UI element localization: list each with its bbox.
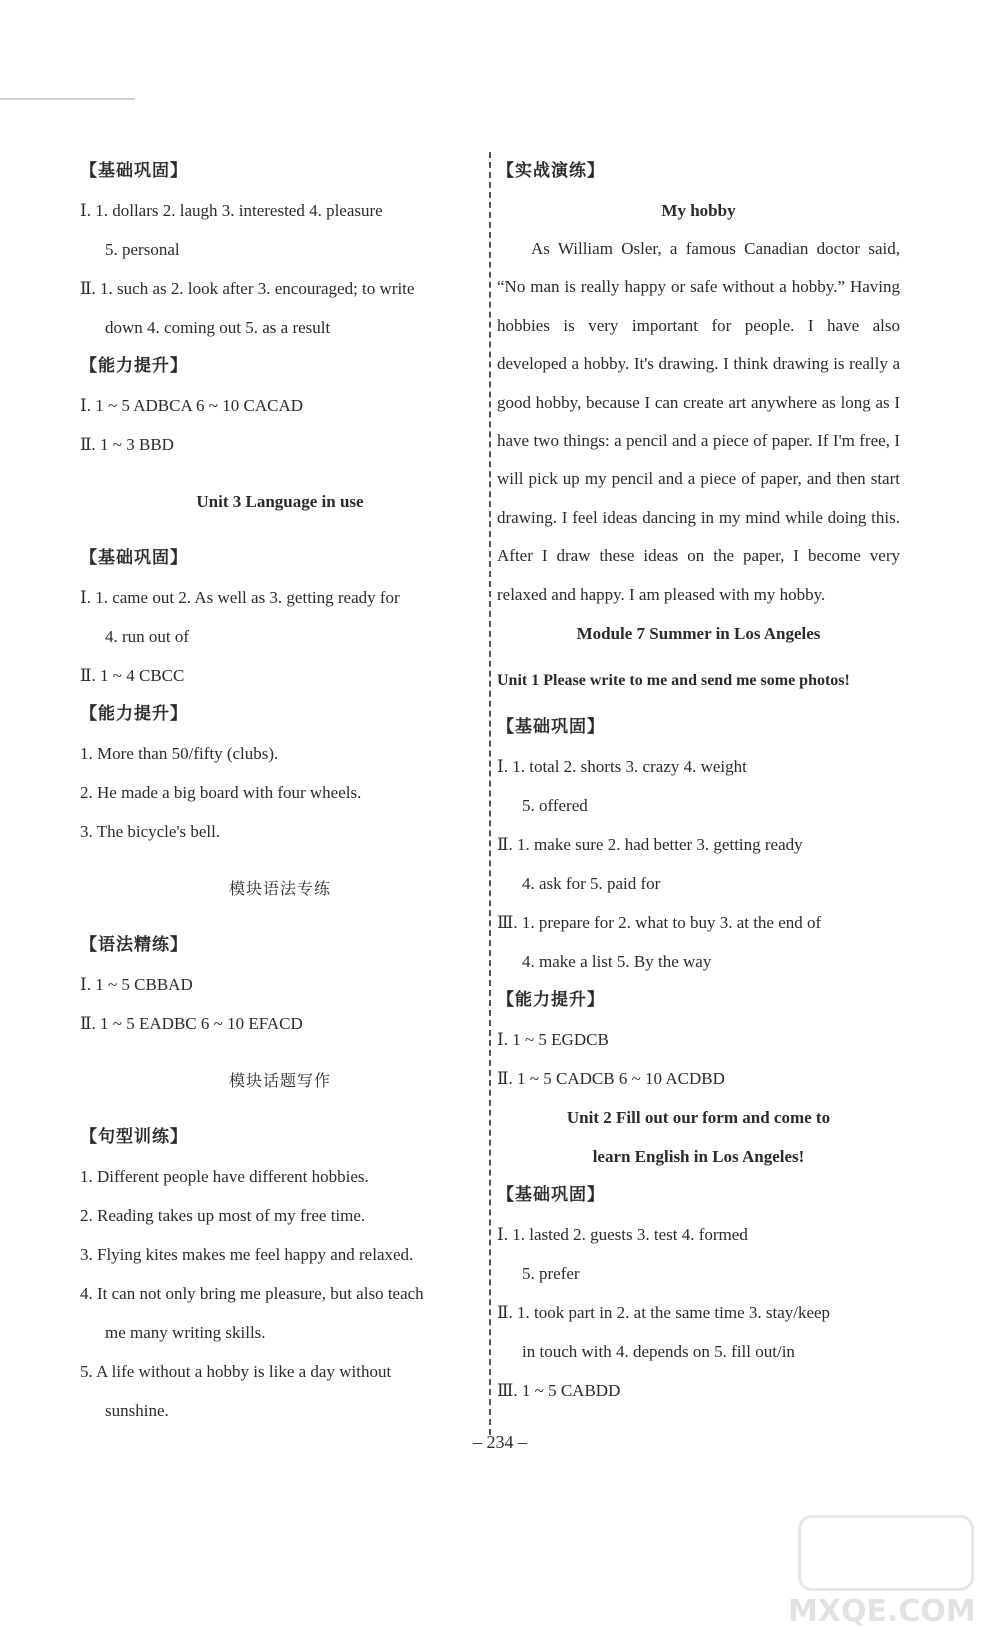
spacer bbox=[497, 653, 900, 661]
answer-line: 5. offered bbox=[522, 796, 588, 816]
section-title: 模块话题写作 bbox=[228, 1071, 331, 1090]
top-rule bbox=[0, 98, 135, 100]
essay-title: My hobby bbox=[661, 201, 736, 220]
answer-line: 4. ask for 5. paid for bbox=[522, 874, 661, 894]
spacer bbox=[80, 1100, 480, 1118]
section-heading: 【能力提升】 bbox=[80, 704, 188, 724]
answer-line: 5. A life without a hobby is like a day without bbox=[80, 1362, 392, 1381]
answer-line: Ⅰ. 1. lasted 2. guests 3. test 4. formed bbox=[497, 1225, 748, 1245]
unit-title: Unit 2 Fill out our form and come to bbox=[566, 1108, 831, 1128]
answer-line: down 4. coming out 5. as a result bbox=[105, 318, 331, 337]
answer-line: Ⅰ. 1. total 2. shorts 3. crazy 4. weight bbox=[497, 757, 747, 777]
answer-line: 5. personal bbox=[105, 240, 180, 259]
answer-line: Ⅱ. 1. took part in 2. at the same time 3. stay/keep bbox=[497, 1303, 831, 1323]
answer-line: Ⅱ. 1. such as 2. look after 3. encouraged; to write bbox=[80, 279, 415, 298]
answer-line: Ⅱ. 1 ~ 3 BBD bbox=[80, 435, 174, 454]
answer-line: 1. Different people have different hobbies. bbox=[80, 1167, 369, 1186]
answer-line: Ⅰ. 1. dollars 2. laugh 3. interested 4. pleasure bbox=[80, 201, 383, 220]
spacer bbox=[80, 908, 480, 926]
watermark-logo bbox=[788, 1515, 978, 1635]
section-heading: 【基础巩固】 bbox=[80, 548, 188, 568]
module-title: Module 7 Summer in Los Angeles bbox=[576, 624, 821, 644]
spacer bbox=[80, 1043, 480, 1061]
answer-line: me many writing skills. bbox=[105, 1323, 266, 1342]
answer-line: Ⅱ. 1 ~ 5 EADBC 6 ~ 10 EFACD bbox=[80, 1014, 303, 1033]
section-heading: 【基础巩固】 bbox=[497, 1185, 605, 1206]
section-heading: 【句型训练】 bbox=[80, 1127, 188, 1147]
answer-line: 1. More than 50/fifty (clubs). bbox=[80, 744, 279, 763]
column-divider bbox=[489, 152, 491, 1435]
answer-line: 3. The bicycle's bell. bbox=[80, 822, 221, 841]
answer-line: sunshine. bbox=[105, 1401, 169, 1420]
spacer bbox=[80, 521, 480, 539]
section-heading: 【语法精练】 bbox=[80, 935, 188, 955]
answer-line: in touch with 4. depends on 5. fill out/in bbox=[522, 1342, 795, 1362]
answer-line: 4. run out of bbox=[105, 627, 190, 646]
section-heading: 【实战演练】 bbox=[497, 161, 605, 181]
answer-line: Ⅱ. 1. make sure 2. had better 3. getting ready bbox=[497, 835, 803, 855]
answer-line: Ⅲ. 1. prepare for 2. what to buy 3. at the end of bbox=[497, 913, 822, 933]
page-number: – 234 – bbox=[473, 1432, 527, 1452]
right-column bbox=[497, 152, 900, 1410]
answer-line: Ⅰ. 1 ~ 5 CBBAD bbox=[80, 975, 193, 994]
unit-title: Unit 1 Please write to me and send me some photos! bbox=[497, 672, 850, 690]
section-heading: 【基础巩固】 bbox=[497, 717, 605, 738]
answer-line: 4. make a list 5. By the way bbox=[522, 952, 712, 972]
watermark-text: MXQE.COM bbox=[788, 1594, 976, 1629]
section-heading: 【能力提升】 bbox=[497, 990, 605, 1011]
section-title: 模块语法专练 bbox=[228, 879, 331, 898]
spacer bbox=[497, 700, 900, 708]
section-heading: 【能力提升】 bbox=[80, 356, 188, 376]
answer-line: Ⅲ. 1 ~ 5 CABDD bbox=[497, 1381, 621, 1401]
answer-line: 2. Reading takes up most of my free time. bbox=[80, 1206, 366, 1225]
answer-line: 4. It can not only bring me pleasure, but also teach bbox=[80, 1284, 424, 1303]
essay-body: As William Osler, a famous Canadian doctor said, “No man is really happy or safe without a hobby.” Having hobbies is very important for people. I have also developed a hobby. It's drawing. I think drawing is really a good hobby, because I can create art anywhere as long as I have two things: a pencil and a piece of paper. If I'm free, I will pick up my pencil and a piece of paper, and then start drawing. I feel ideas dancing in my mind while doing this. After I draw these ideas on the paper, I become very relaxed and happy. I am pleased with my hobby. bbox=[497, 239, 900, 604]
spacer bbox=[80, 464, 480, 482]
answer-line: 3. Flying kites makes me feel happy and relaxed. bbox=[80, 1245, 414, 1264]
unit-title: learn English in Los Angeles! bbox=[592, 1147, 805, 1167]
answer-line: Ⅱ. 1 ~ 4 CBCC bbox=[80, 666, 185, 685]
section-heading: 【基础巩固】 bbox=[80, 161, 188, 181]
unit-title: Unit 3 Language in use bbox=[196, 492, 364, 511]
answer-line: Ⅰ. 1 ~ 5 EGDCB bbox=[497, 1030, 609, 1050]
left-column bbox=[80, 152, 480, 1430]
answer-line: Ⅱ. 1 ~ 5 CADCB 6 ~ 10 ACDBD bbox=[497, 1069, 725, 1089]
spacer bbox=[80, 851, 480, 869]
answer-line: 2. He made a big board with four wheels. bbox=[80, 783, 362, 802]
answer-line: Ⅰ. 1. came out 2. As well as 3. getting ready for bbox=[80, 588, 400, 607]
answer-line: Ⅰ. 1 ~ 5 ADBCA 6 ~ 10 CACAD bbox=[80, 396, 304, 415]
watermark-seal-icon bbox=[798, 1515, 974, 1591]
answer-line: 5. prefer bbox=[522, 1264, 580, 1284]
